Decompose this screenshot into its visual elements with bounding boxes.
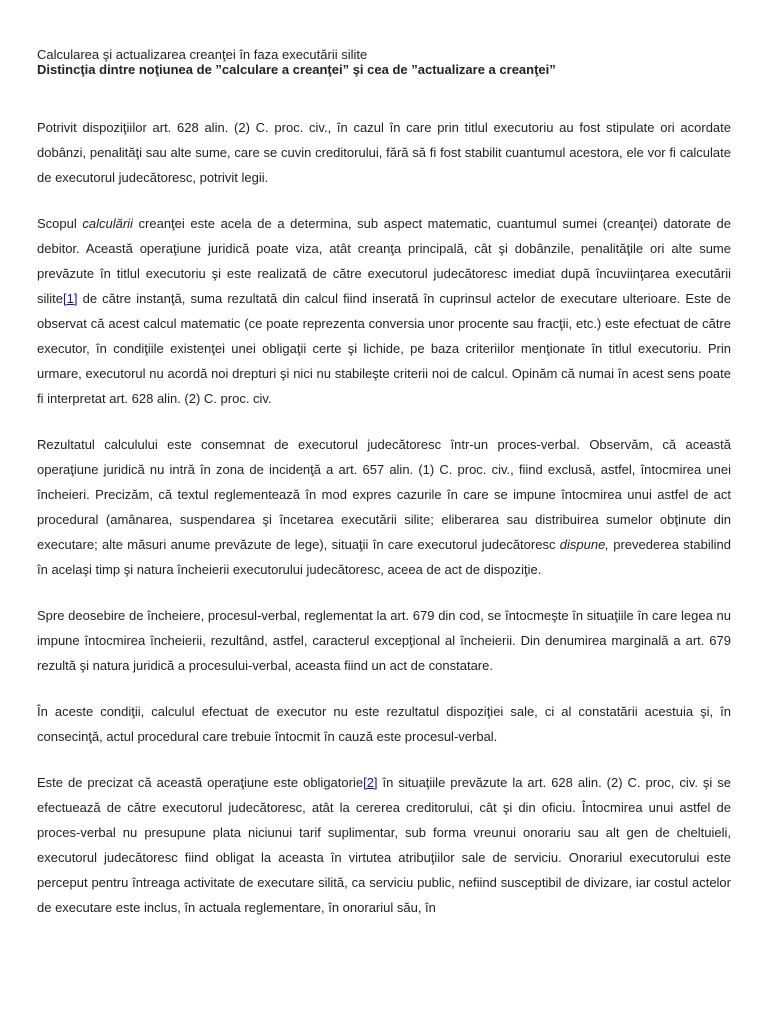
paragraph-5: În aceste condiţii, calculul efectuat de executor nu este rezultatul dispoziţiei sale, ci al constatării acestuia şi, în consecinţă, actul procedural care trebuie întocmit în cauză este procesul-verbal. xyxy=(37,704,731,744)
document-subtitle: Calcularea şi actualizarea creanţei în faza executării silite xyxy=(37,47,368,62)
paragraph-6-text-a: Este de precizat că această operaţiune este obligatorie xyxy=(37,775,364,790)
document-title: Distincţia dintre noţiunea de ”calculare a creanţei” şi cea de ”actualizare a creanţei” xyxy=(37,62,556,77)
paragraph-1: Potrivit dispoziţiilor art. 628 alin. (2) C. proc. civ., în cazul în care prin titlul executoriu au fost stipulate ori acordate dobânzi, penalităţi sau alte sume, care se cuvin creditorului, fără să fi fost stabilit cuantumul acestora, ele vor fi calculate de executorul judecătoresc, potrivit legii. xyxy=(37,120,731,185)
paragraph-2-text-b: creanţei este acela de a determina, sub aspect matematic, cuantumul sumei (creanţei) datorate de debitor. Această operaţiune juridică poate viza, atât creanţa principală, cât şi dobânzile, penalităţile ori alte sume prevăzute în titlul executoriu şi este realizată de către executorul judecătoresc imediat după încuviinţarea executării silite xyxy=(37,216,731,306)
paragraph-6-text-b: în situaţiile prevăzute la art. 628 alin. (2) C. proc, civ. şi se efectuează de către executorul judecătoresc, atât la cererea creditorului, cât şi din oficiu. Întocmirea unui astfel de proces-verbal nu presupune plata niciunui tarif suplimentar, sub forma vreunui onorariu sau alt gen de cheltuieli, executorul judecătoresc fiind obligat la aceasta în virtutea atribuţiilor sale de serviciu. Onorariul executorului este perceput pentru întreaga activitate de executare silită, ca serviciu public, nefiind susceptibil de divizare, iar costul actelor de executare este inclus, în actuala reglementare, în onorariul său, în xyxy=(37,775,731,915)
paragraph-4: Spre deosebire de încheiere, procesul-verbal, reglementat la art. 679 din cod, se întocmeşte în situaţiile în care legea nu impune întocmirea încheierii, rezultând, astfel, caracterul excepţional al încheierii. Din denumirea marginală a art. 679 rezultă şi natura juridică a procesului-verbal, aceasta fiind un act de constatare. xyxy=(37,608,731,673)
paragraph-6 xyxy=(37,770,731,920)
document-page xyxy=(37,47,731,941)
paragraph-3 xyxy=(37,432,731,582)
document-body xyxy=(37,115,731,920)
paragraph-2-text-c: de către instanţă, suma rezultată din calcul fiind inserată în cuprinsul actelor de executare ulterioare. Este de observat că acest calcul matematic (ce poate reprezenta conversia unor procente sau fracţii, etc.) este efectuat de către executor, în condiţiile existenţei unei obligaţii certe şi lichide, pe baza criteriilor menţionate în titlul executoriu. Prin urmare, executorul nu acordă noi drepturi şi nici nu stabileşte criterii noi de calcul. Opinăm că numai în acest sens poate fi interpretat art. 628 alin. (2) C. proc. civ. xyxy=(37,291,731,406)
paragraph-3-text-b: prevederea stabilind în acelaşi timp şi natura încheierii executorului judecătoresc, aceea de act de dispoziţie. xyxy=(37,537,731,577)
footnote-link-2[interactable]: [2] xyxy=(363,775,378,790)
footnote-link-1[interactable]: [1] xyxy=(63,291,78,306)
paragraph-2 xyxy=(37,211,731,411)
paragraph-3-emphasis: dispune, xyxy=(559,537,609,552)
paragraph-2-text-a: Scopul xyxy=(37,216,83,231)
paragraph-2-emphasis: calculării xyxy=(82,216,133,231)
paragraph-3-text-a: Rezultatul calculului este consemnat de executorul judecătoresc într-un proces-verbal. Observăm, că această operaţiune juridică nu intră în zona de incidenţă a art. 657 alin. (1) C. proc. civ., fiind exclusă, astfel, întocmirea unei încheieri. Precizăm, că textul reglementează în mod expres cazurile în care se impune întocmirea unui astfel de act procedural (amânarea, suspendarea şi încetarea executării silite; eliberarea sau distribuirea sumelor obţinute din executare; alte măsuri anume prevăzute de lege), situaţii în care executorul judecătoresc xyxy=(37,437,731,552)
